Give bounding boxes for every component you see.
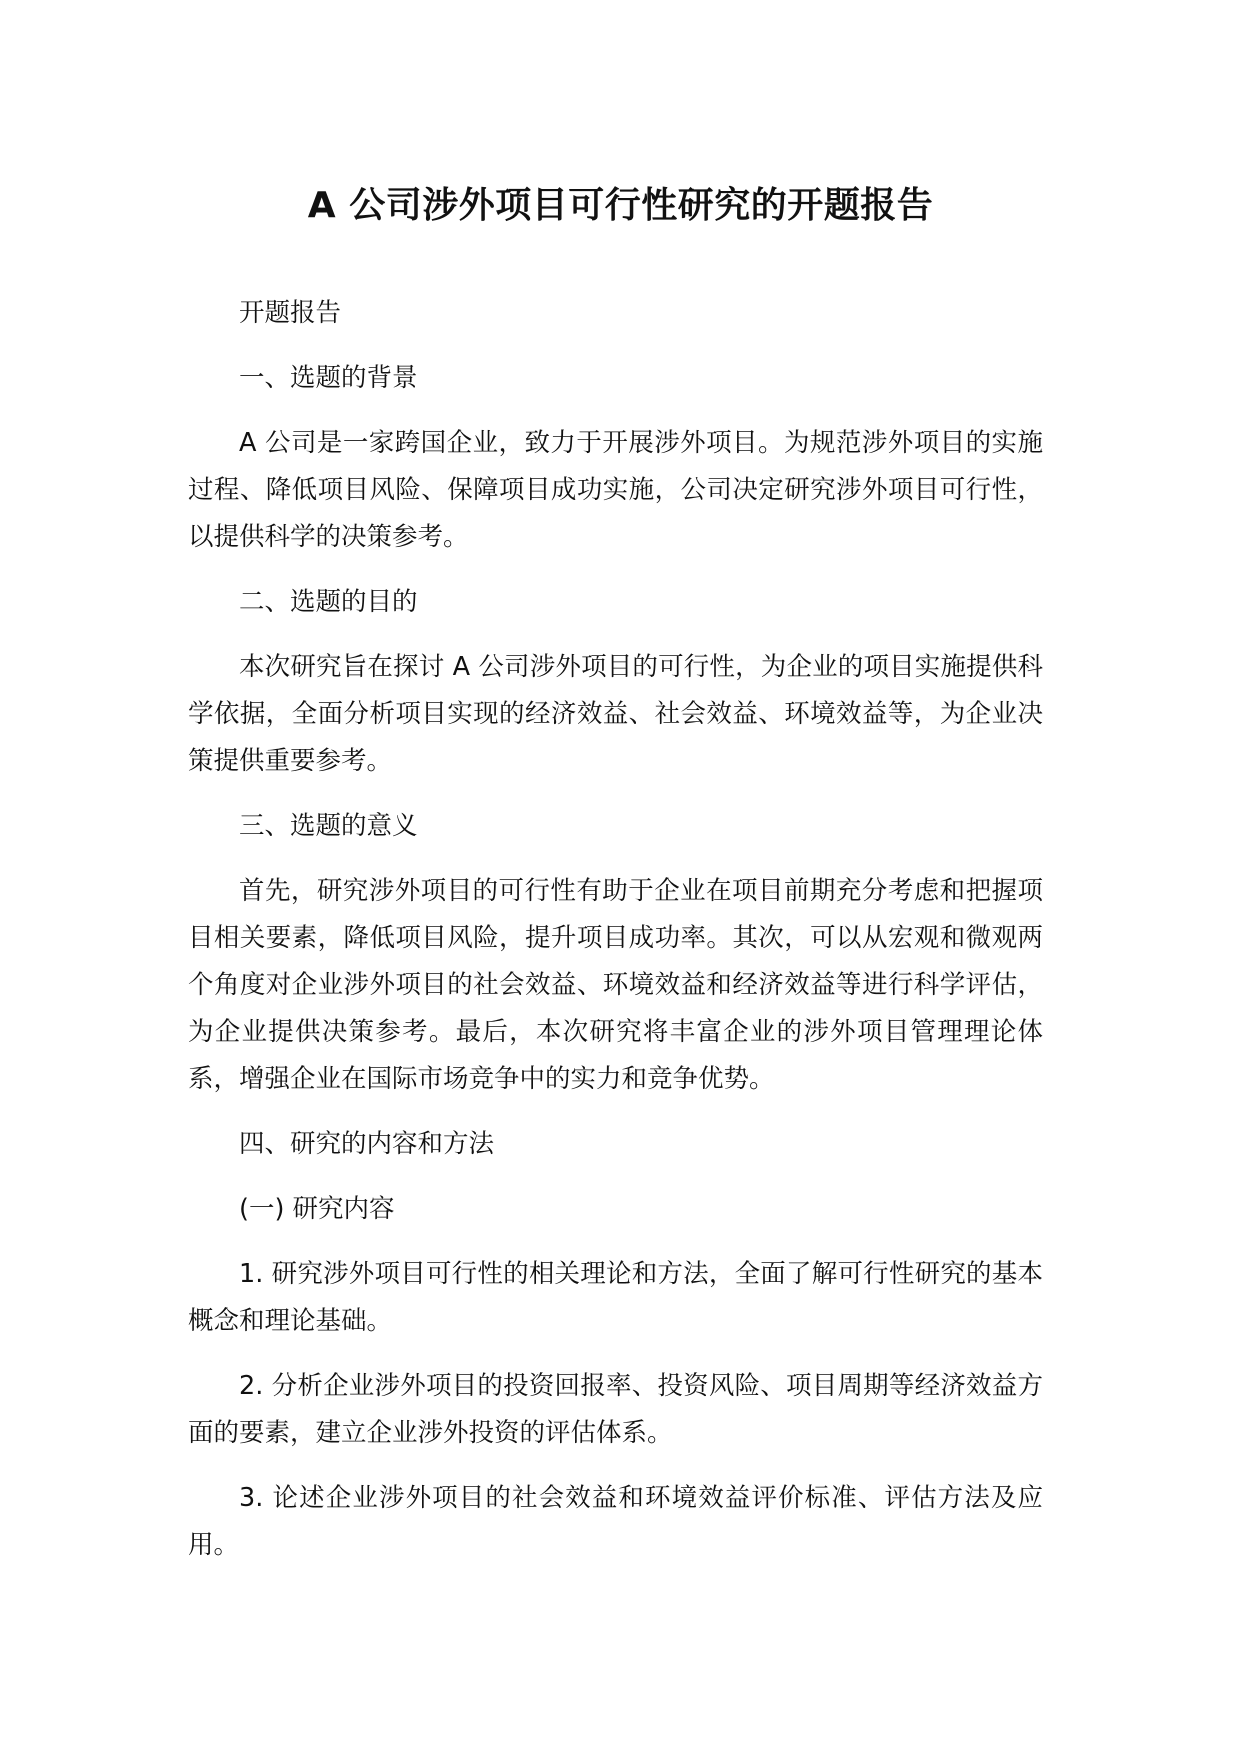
heading-background: 一、选题的背景	[239, 363, 418, 393]
document-body	[188, 290, 1043, 1587]
document-title: A 公司涉外项目可行性研究的开题报告	[307, 185, 934, 226]
paragraph-report-label: 开题报告	[239, 298, 342, 328]
paragraph-significance: 首先，研究涉外项目的可行性有助于企业在项目前期充分考虑和把握项目相关要素，降低项目风险，提升项目成功率。其次，可以从宏观和微观两个角度对企业涉外项目的社会效益、环境效益和经济效益等进行科学评估，为企业提供决策参考。最后，本次研究将丰富企业的涉外项目管理理论体系，增强企业在国际市场竞争中的实力和竞争优势。	[188, 876, 1043, 1094]
heading-content-methods: 四、研究的内容和方法	[239, 1129, 495, 1159]
list-item-1: 1. 研究涉外项目可行性的相关理论和方法，全面了解可行性研究的基本概念和理论基础。	[188, 1259, 1043, 1336]
list-item-3: 3. 论述企业涉外项目的社会效益和环境效益评价标准、评估方法及应用。	[188, 1483, 1043, 1560]
heading-significance: 三、选题的意义	[239, 811, 418, 841]
heading-purpose: 二、选题的目的	[239, 587, 418, 617]
paragraph-purpose: 本次研究旨在探讨 A 公司涉外项目的可行性，为企业的项目实施提供科学依据，全面分析项目实现的经济效益、社会效益、环境效益等，为企业决策提供重要参考。	[188, 652, 1043, 776]
list-item-2: 2. 分析企业涉外项目的投资回报率、投资风险、项目周期等经济效益方面的要素，建立企业涉外投资的评估体系。	[188, 1371, 1043, 1448]
subheading-research-content: (一) 研究内容	[239, 1194, 395, 1224]
paragraph-background: A 公司是一家跨国企业，致力于开展涉外项目。为规范涉外项目的实施过程、降低项目风险、保障项目成功实施，公司决定研究涉外项目可行性，以提供科学的决策参考。	[188, 428, 1043, 552]
